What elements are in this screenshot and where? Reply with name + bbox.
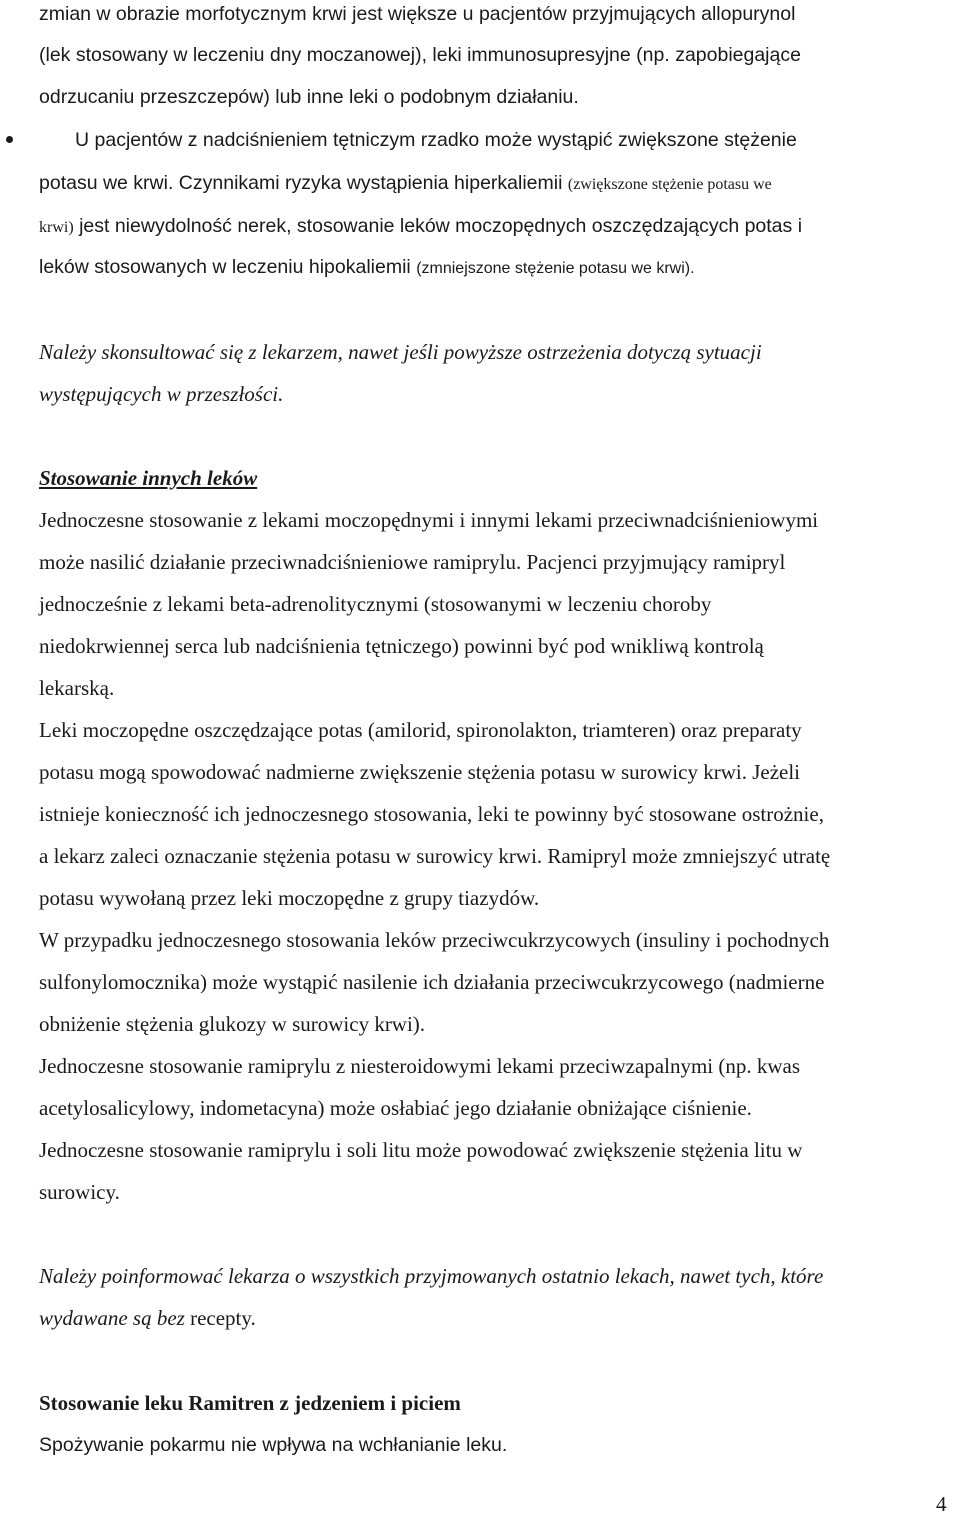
text-line bbox=[39, 253, 695, 283]
text-run-italic: wydawane są bez bbox=[39, 1306, 185, 1330]
text-line bbox=[39, 169, 772, 199]
text-line: Jednoczesne stosowanie z lekami moczopędnymi i innymi lekami przeciwnadciśnieniowymi bbox=[39, 508, 819, 532]
italic-note-line: Należy skonsultować się z lekarzem, nawet jeśli powyższe ostrzeżenia dotyczą sytuacji bbox=[39, 340, 762, 364]
text-run: potasu we krwi. Czynnikami ryzyka wystąpienia hiperkaliemii bbox=[39, 172, 568, 194]
text-run: leków stosowanych w leczeniu hipokaliemii bbox=[39, 256, 417, 278]
section-heading-other-medicines: Stosowanie innych leków bbox=[39, 466, 258, 490]
text-line: jednocześnie z lekami beta-adrenolitycznymi (stosowanymi w leczeniu choroby bbox=[39, 592, 712, 616]
text-line: Jednoczesne stosowanie ramiprylu z niesteroidowymi lekami przeciwzapalnymi (np. kwas bbox=[39, 1054, 801, 1078]
bullet-icon bbox=[6, 136, 13, 143]
text-line: W przypadku jednoczesnego stosowania leków przeciwcukrzycowych (insuliny i pochodnych bbox=[39, 928, 830, 952]
text-line: acetylosalicylowy, indometacyna) może osłabiać jego działanie obniżające ciśnienie. bbox=[39, 1096, 752, 1120]
text-line: potasu mogą spowodować nadmierne zwiększenie stężenia potasu w surowicy krwi. Jeżeli bbox=[39, 760, 801, 784]
text-line: niedokrwiennej serca lub nadciśnienia tętniczego) powinni być pod wnikliwą kontrolą bbox=[39, 634, 764, 658]
text-run-small: (zwiększone stężenie potasu we bbox=[567, 176, 772, 193]
text-line: istnieje konieczność ich jednoczesnego stosowania, leki te powinny być stosowane ostrożnie, bbox=[39, 802, 824, 826]
text-run-small: krwi) bbox=[39, 219, 74, 236]
section-heading-food-drink: Stosowanie leku Ramitren z jedzeniem i piciem bbox=[39, 1391, 461, 1415]
text-run-small: (zmniejszone stężenie potasu we krwi). bbox=[416, 260, 695, 277]
text-line: surowicy. bbox=[39, 1180, 120, 1204]
bullet-text-line: U pacjentów z nadciśnieniem tętniczym rzadko może wystąpić zwiększone stężenie bbox=[75, 129, 797, 151]
text-line: Leki moczopędne oszczędzające potas (amilorid, spironolakton, triamteren) oraz preparaty bbox=[39, 718, 802, 742]
text-line: Jednoczesne stosowanie ramiprylu i soli litu może powodować zwiększenie stężenia litu w bbox=[39, 1138, 803, 1162]
text-line: a lekarz zaleci oznaczanie stężenia potasu w surowicy krwi. Ramipryl może zmniejszyć utratę bbox=[39, 844, 831, 868]
text-line: zmian w obrazie morfotycznym krwi jest większe u pacjentów przyjmujących allopurynol bbox=[39, 3, 796, 25]
text-run: jest niewydolność nerek, stosowanie leków moczopędnych oszczędzających potas i bbox=[73, 215, 803, 237]
text-line: (lek stosowany w leczeniu dny moczanowej), leki immunosupresyjne (np. zapobiegające bbox=[39, 44, 801, 66]
text-line: odrzucaniu przeszczepów) lub inne leki o podobnym działaniu. bbox=[39, 86, 579, 108]
text-run: recepty. bbox=[184, 1306, 256, 1330]
italic-note-line: Należy poinformować lekarza o wszystkich przyjmowanych ostatnio lekach, nawet tych, które bbox=[39, 1264, 824, 1288]
page-number: 4 bbox=[936, 1492, 947, 1516]
text-line: Spożywanie pokarmu nie wpływa na wchłanianie leku. bbox=[39, 1434, 508, 1456]
text-line bbox=[39, 1304, 256, 1332]
text-line: lekarską. bbox=[39, 676, 115, 700]
text-line: obniżenie stężenia glukozy w surowicy krwi). bbox=[39, 1012, 426, 1036]
text-line: może nasilić działanie przeciwnadciśnieniowe ramiprylu. Pacjenci przyjmujący ramipryl bbox=[39, 550, 786, 574]
italic-note-line: występujących w przeszłości. bbox=[39, 382, 284, 406]
text-line: sulfonylomocznika) może wystąpić nasilenie ich działania przeciwcukrzycowego (nadmierne bbox=[39, 970, 825, 994]
text-line: potasu wywołaną przez leki moczopędne z grupy tiazydów. bbox=[39, 886, 540, 910]
text-line bbox=[39, 212, 802, 242]
